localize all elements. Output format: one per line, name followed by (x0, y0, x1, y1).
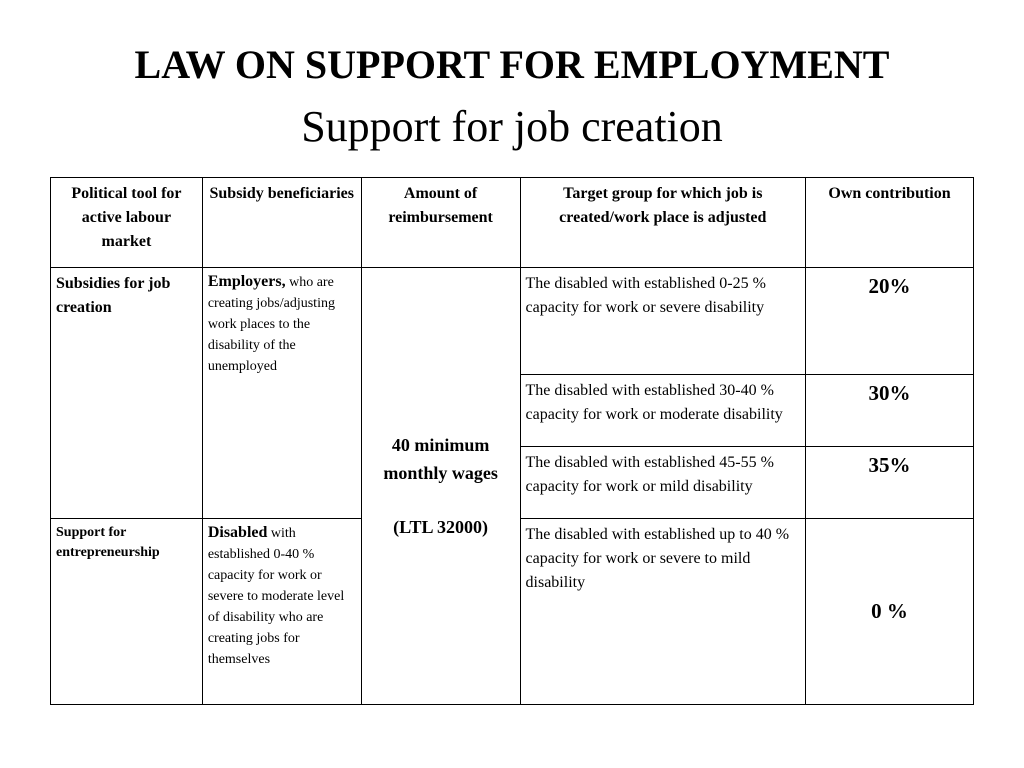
beneficiary-lead: Disabled (207, 524, 268, 541)
support-table (50, 177, 974, 705)
slide-title: LAW ON SUPPORT FOR EMPLOYMENT (134, 42, 890, 87)
beneficiary-text: who are creating jobs/adjusting work places to the disability of the unemployed (207, 275, 335, 374)
amount-ltl: (LTL 32000) (393, 517, 489, 537)
amount-cell (361, 268, 520, 705)
beneficiary-text: with established 0-40 % capacity for work or severe to moderate level of disability who are creating jobs for themselves (207, 526, 345, 667)
header-cell-tool: Political tool for active labour market (51, 178, 203, 268)
table-row (51, 268, 974, 375)
header-cell-own-contribution: Own contribution (806, 178, 974, 268)
beneficiary-cell-employers (202, 268, 361, 519)
contribution-cell: 35% (806, 447, 974, 519)
target-cell: The disabled with established 0-25 % capacity for work or severe disability (520, 268, 806, 375)
beneficiary-cell-disabled (202, 519, 361, 705)
contribution-cell: 20% (806, 268, 974, 375)
contribution-cell: 30% (806, 375, 974, 447)
contribution-cell: 0 % (806, 519, 974, 705)
amount-wages: 40 minimum monthly wages (383, 435, 498, 483)
header-cell-amount: Amount of reimbursement (361, 178, 520, 268)
target-cell: The disabled with established 45-55 % capacity for work or mild disability (520, 447, 806, 519)
header-cell-beneficiaries: Subsidy beneficiaries (202, 178, 361, 268)
table-header-row (51, 178, 974, 268)
beneficiary-lead: Employers, (207, 273, 286, 290)
tool-cell-entrepreneurship: Support for entrepreneurship (51, 519, 203, 705)
tool-cell-job-creation: Subsidies for job creation (51, 268, 203, 519)
target-cell: The disabled with established 30-40 % capacity for work or moderate disability (520, 375, 806, 447)
target-cell: The disabled with established up to 40 % capacity for work or severe to mild disability (520, 519, 806, 705)
header-cell-target-group: Target group for which job is created/work place is adjusted (520, 178, 806, 268)
slide-subtitle: Support for job creation (301, 102, 723, 151)
